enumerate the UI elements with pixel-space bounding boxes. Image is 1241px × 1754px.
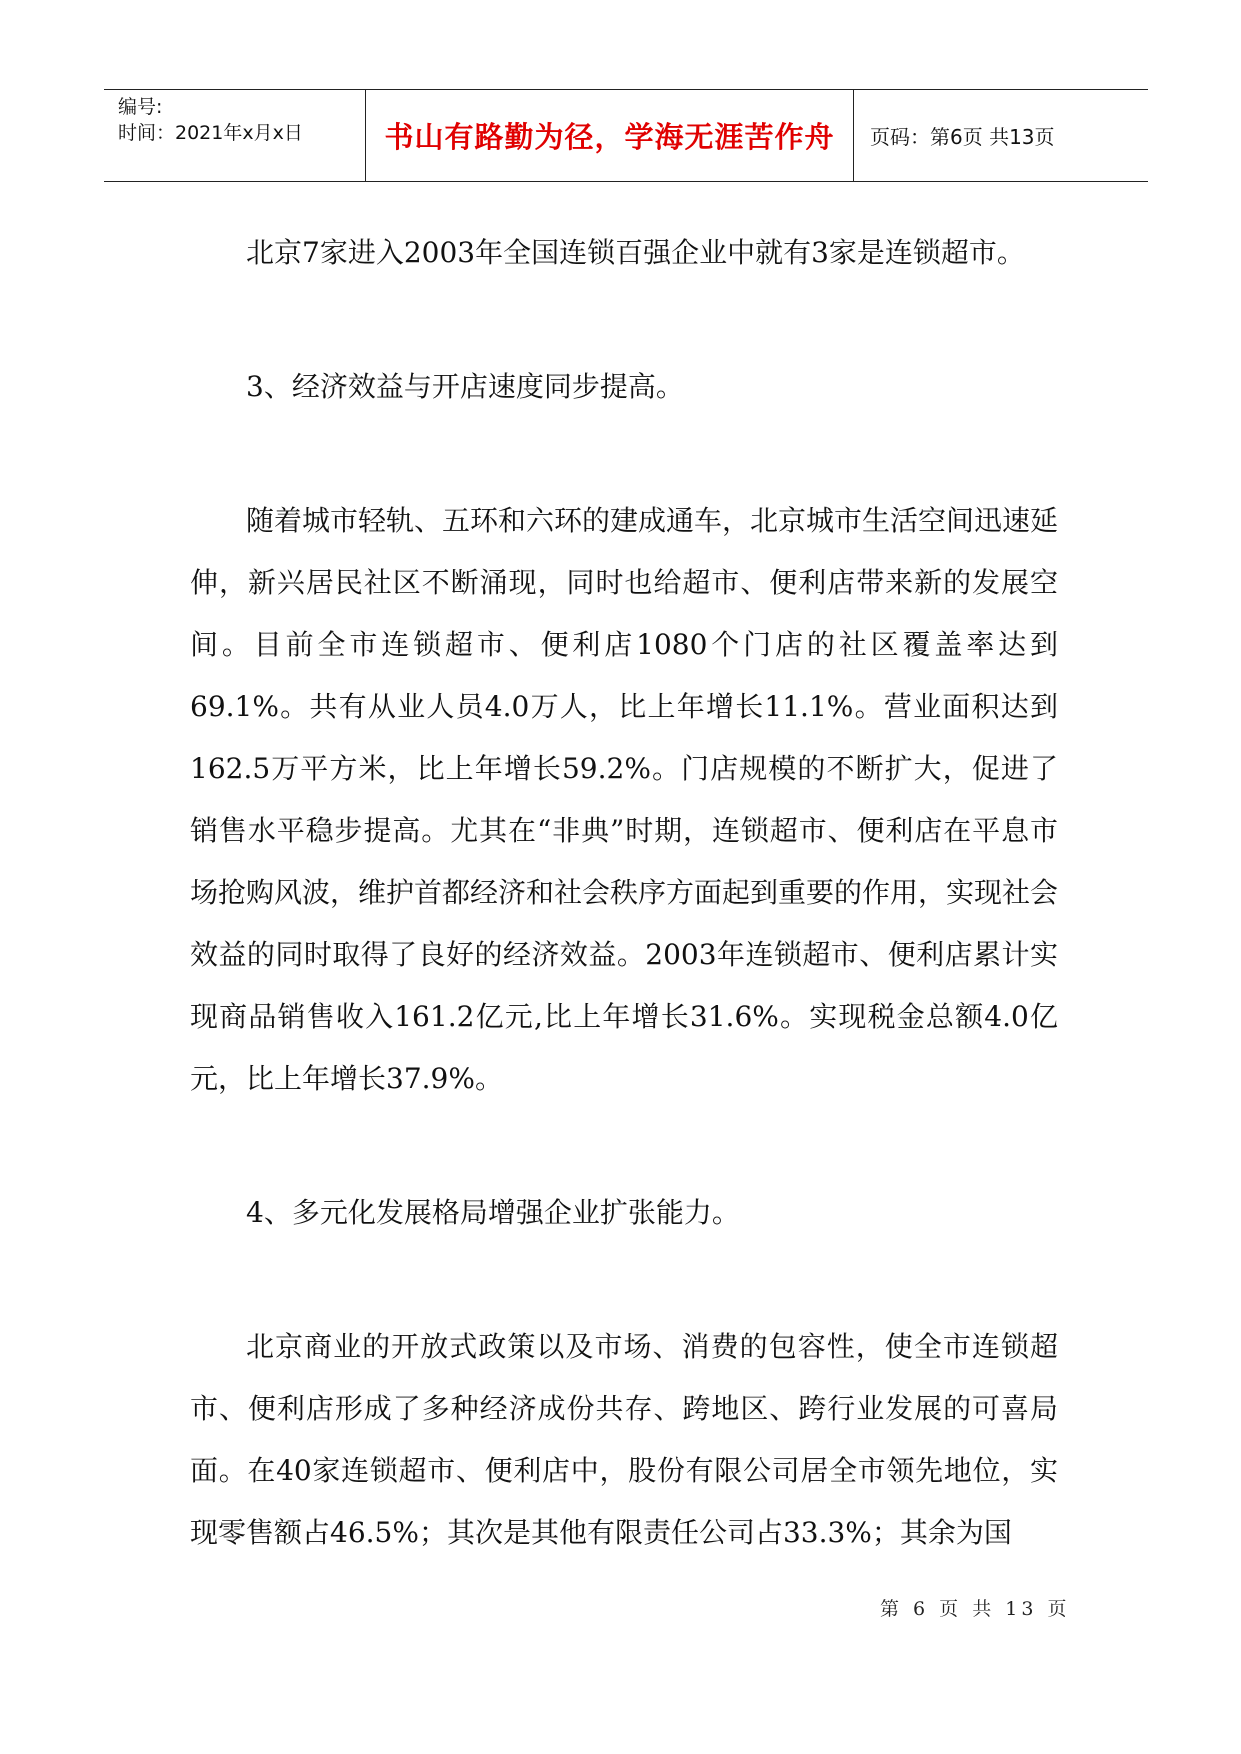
header-page-info: 页码：第6页 共13页 [870, 125, 1055, 149]
document-time: 时间：2021年x月x日 [118, 122, 303, 144]
page-footer: 第 6 页 共 13 页 [880, 1598, 1071, 1620]
paragraph: 随着城市轻轨、五环和六环的建成通车，北京城市生活空间迅速延伸，新兴居民社区不断涌现，同时也给超市、便利店带来新的发展空间。目前全市连锁超市、便利店1080个门店的社区覆盖率达到69.1%。共有从业人员4.0万人，比上年增长11.1%。营业面积达到162.5万平方米，比上年增长59.2%。门店规模的不断扩大，促进了销售水平稳步提高。尤其在“非典”时期，连锁超市、便利店在平息市场抢购风波，维护首都经济和社会秩序方面起到重要的作用，实现社会效益的同时取得了良好的经济效益。2003年连锁超市、便利店累计实现商品销售收入161.2亿元,比上年增长31.6%。实现税金总额4.0亿元，比上年增长37.9%。 [190, 504, 1059, 1095]
section-heading: 4、多元化发展格局增强企业扩张能力。 [246, 1196, 740, 1229]
header-motto: 书山有路勤为径，学海无涯苦作舟 [384, 120, 835, 154]
document-body [190, 222, 1058, 1564]
header-meta [104, 90, 366, 181]
paragraph: 北京商业的开放式政策以及市场、消费的包容性，使全市连锁超市、便利店形成了多种经济成份共存、跨地区、跨行业发展的可喜局面。在40家连锁超市、便利店中，股份有限公司居全市领先地位，实现零售额占46.5%；其次是其他有限责任公司占33.3%；其余为国 [190, 1330, 1058, 1549]
document-header [104, 89, 1148, 182]
header-motto-cell [366, 90, 854, 181]
section-heading: 3、经济效益与开店速度同步提高。 [246, 370, 684, 403]
document-number-label: 编号: [118, 96, 163, 118]
paragraph: 北京7家进入2003年全国连锁百强企业中就有3家是连锁超市。 [246, 236, 1025, 269]
header-page-info-cell [854, 90, 1148, 181]
